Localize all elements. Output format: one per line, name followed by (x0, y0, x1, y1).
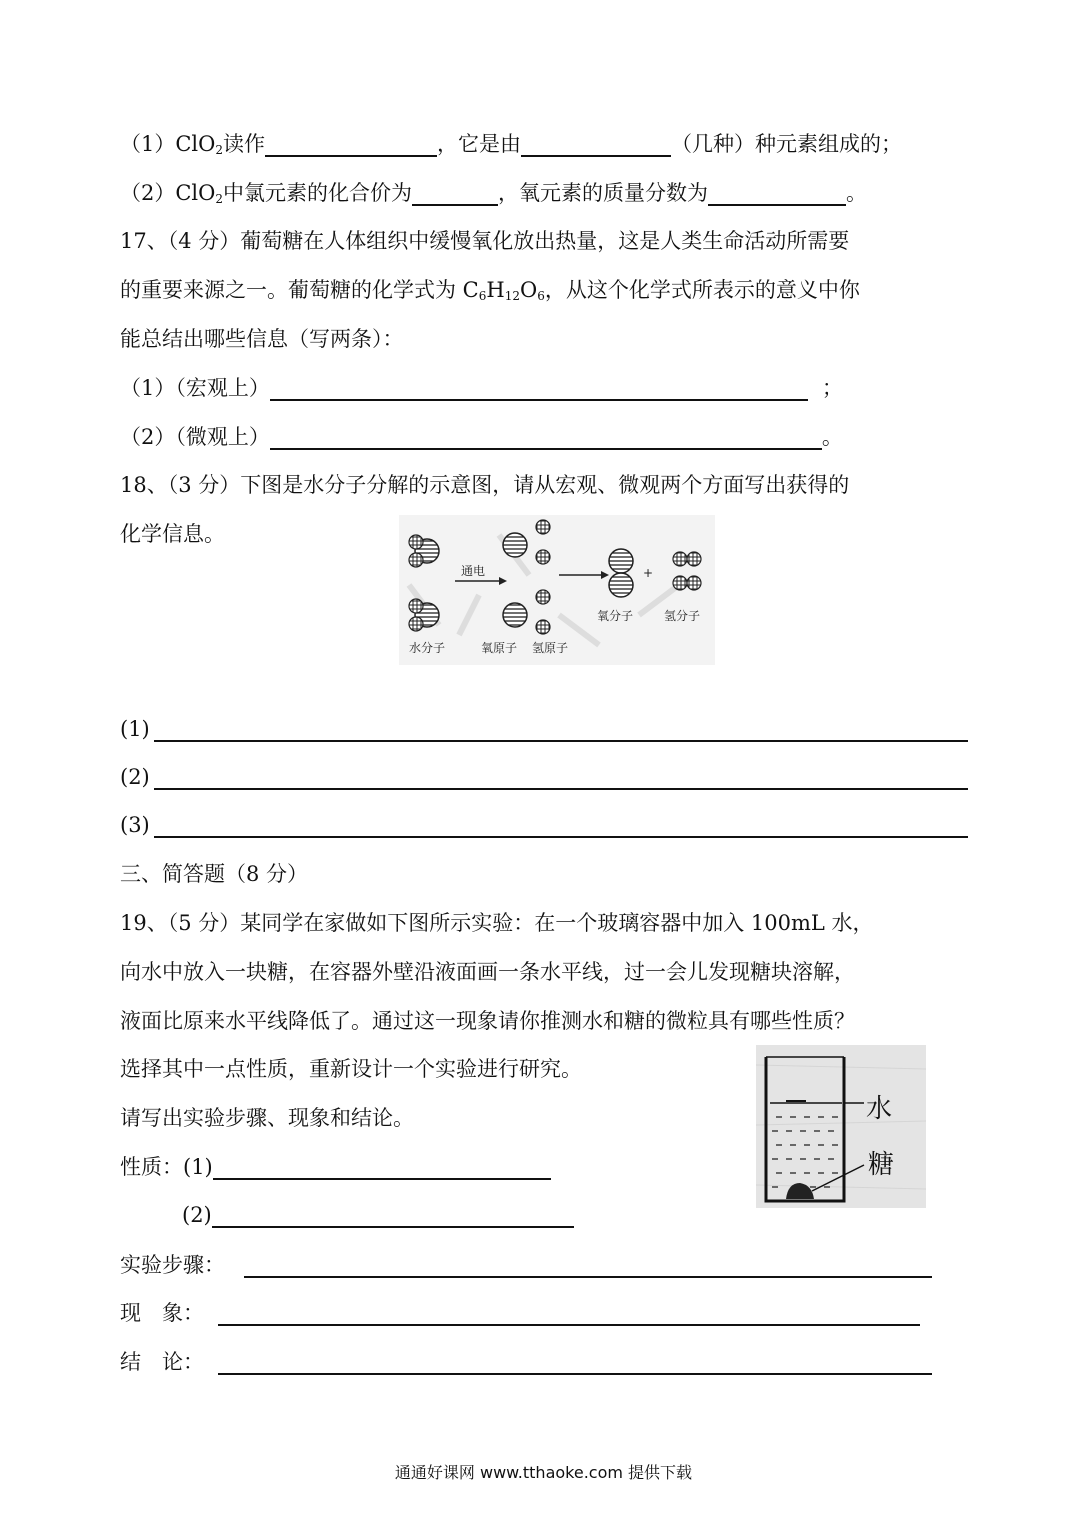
hydrogen-atom (536, 620, 550, 634)
hydrogen-atom (536, 550, 550, 564)
q19-line1: 19、（5 分）某同学在家做如下图所示实验：在一个玻璃容器中加入 100mL 水， (120, 911, 874, 935)
q19-property-2 (182, 1200, 574, 1230)
text: (2) (182, 1203, 212, 1227)
q19-property-1 (120, 1152, 551, 1182)
water-decomposition-figure (399, 515, 715, 665)
answer-line[interactable] (244, 1276, 932, 1278)
hydrogen-atom-label: 氢原子 (532, 641, 569, 655)
hydrogen-molecule (673, 552, 701, 566)
beaker-diagram (756, 1045, 926, 1208)
text: （2）ClO (120, 181, 216, 205)
q19-line2: 向水中放入一块糖，在容器外壁沿液面画一条水平线，过一会儿发现糖块溶解， (120, 960, 855, 984)
q18-answer-1-label: (1) (120, 717, 150, 741)
water-label: 水 (866, 1094, 893, 1124)
q17-line3: 能总结出哪些信息（写两条）： (120, 327, 404, 351)
text: ，从这个化学式所表示的意义中你 (544, 278, 860, 302)
q18-line2: 化学信息。 (120, 522, 225, 546)
answer-line[interactable] (218, 1373, 932, 1375)
section-heading: 三、简答题（8 分） (120, 862, 309, 886)
q17-line2 (120, 275, 860, 305)
answer-blank[interactable] (213, 1154, 551, 1180)
subscript: 12 (504, 289, 520, 303)
q18-answer-3-label: (3) (120, 813, 150, 837)
answer-blank[interactable] (270, 424, 822, 450)
plus-sign: + (643, 566, 654, 580)
text: ，它是由 (437, 132, 522, 156)
subscript: 2 (215, 143, 224, 157)
subscript: 2 (215, 192, 224, 206)
answer-line[interactable] (154, 788, 968, 790)
text: 性质：(1) (120, 1155, 213, 1179)
answer-line[interactable] (154, 836, 968, 838)
text: 。 (846, 181, 868, 205)
q17-line1: 17、（4 分）葡萄糖在人体组织中缓慢氧化放出热量，这是人类生命活动所需要 (120, 229, 850, 253)
text: ，氧元素的质量分数为 (498, 181, 709, 205)
q19-line4: 选择其中一点性质，重新设计一个实验进行研究。 (120, 1057, 582, 1081)
answer-blank[interactable] (270, 375, 808, 401)
subscript: 6 (537, 289, 545, 303)
oxygen-atom (503, 533, 527, 557)
hydrogen-molecule (673, 576, 701, 590)
water-molecule-label: 水分子 (409, 641, 446, 655)
q19-steps-label: 实验步骤： (120, 1253, 225, 1277)
answer-blank[interactable] (212, 1202, 574, 1228)
text: （1）ClO (120, 132, 216, 156)
answer-line[interactable] (218, 1324, 920, 1326)
molecule-diagram (399, 515, 715, 665)
oxygen-atom-label: 氧原子 (481, 641, 518, 655)
text: （1）（宏观上） (120, 376, 270, 400)
sugar-water-figure (756, 1045, 926, 1208)
arrow-label: 通电 (461, 564, 486, 578)
oxygen-atom (503, 603, 527, 627)
hydrogen-atom (536, 520, 550, 534)
q18-answer-2-label: (2) (120, 765, 150, 789)
water-molecule (409, 535, 439, 567)
q18-line1: 18、（3 分）下图是水分子分解的示意图，请从宏观、微观两个方面写出获得的 (120, 473, 850, 497)
answer-line[interactable] (154, 740, 968, 742)
text: 的重要来源之一。葡萄糖的化学式为 C (120, 278, 479, 302)
subscript: 6 (478, 289, 487, 303)
text: （2）（微观上） (120, 425, 270, 449)
answer-blank[interactable] (521, 131, 671, 157)
footer: 通通好课网 www.tthaoke.com 提供下载 (394, 1463, 693, 1482)
hydrogen-molecule-label: 氢分子 (664, 609, 701, 623)
oxygen-molecule-label: 氧分子 (597, 609, 634, 623)
text: ； (821, 376, 843, 400)
q16-line2 (120, 178, 867, 208)
q19-conclusion-label: 结 论： (120, 1350, 204, 1374)
text: （几种）种元素组成的； (671, 132, 903, 156)
q19-phenomenon-label: 现 象： (120, 1301, 204, 1325)
q19-line3: 液面比原来水平线降低了。通过这一现象请你推测水和糖的微粒具有哪些性质？ (120, 1009, 855, 1033)
q17-macro (120, 373, 843, 403)
water-molecule (409, 599, 439, 631)
answer-blank[interactable] (412, 180, 498, 206)
q17-micro (120, 422, 843, 452)
q16-line1 (120, 129, 902, 159)
text: 。 (821, 425, 843, 449)
text: O (520, 278, 538, 302)
answer-blank[interactable] (265, 131, 437, 157)
oxygen-molecule (609, 549, 633, 597)
q19-line5: 请写出实验步骤、现象和结论。 (120, 1106, 414, 1130)
answer-blank[interactable] (708, 180, 846, 206)
text: H (486, 278, 505, 302)
hydrogen-atom (536, 590, 550, 604)
sugar-label: 糖 (868, 1150, 895, 1180)
text: 中氯元素的化合价为 (223, 181, 413, 205)
text: 读作 (223, 132, 266, 156)
